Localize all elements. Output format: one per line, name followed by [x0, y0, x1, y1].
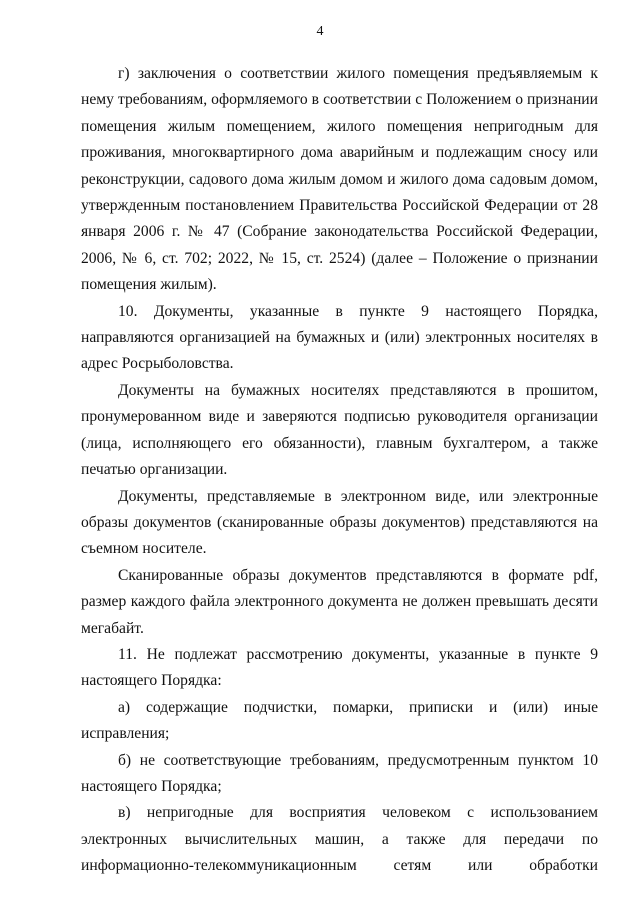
paragraph-paper-documents: Документы на бумажных носителях представляются в прошитом, пронумерованном виде и заверяются подписью руководителя организации (лица, исполняющего его обязанности), главным бухгалтером, а также печатью организации.	[81, 381, 598, 479]
paragraph-b-nonconforming: б) не соответствующие требованиям, предусмотренным пунктом 10 настоящего Порядка;	[81, 751, 598, 795]
paragraph-11-not-considered: 11. Не подлежат рассмотрению документы, указанные в пункте 9 настоящего Порядка:	[81, 645, 598, 690]
paragraph-v-unsuitable: в) непригодные для восприятия человеком с использованием электронных вычислительных машин, а также для передачи по информационно-телекоммуникационным сетям или обработки	[81, 804, 598, 875]
paragraph-g-conclusion: г) заключения о соответствии жилого помещения предъявляемым к нему требованиям, оформляемого в соответствии с Положением о признании помещения жилым помещением, жилого помещения непригодным для проживания, многоквартирного дома аварийным и подлежащим сносу или реконструкции, садового дома жилым домом и жилого дома садовым домом, утвержденным постановлением Правительства Российской Федерации от 28 января 2006 г. № 47 (Собрание законодательства Российской Федерации, 2006, № 6, ст. 702; 2022, № 15, ст. 2524) (далее – Положение о признании помещения жилым).	[81, 65, 598, 294]
paragraph-scanned-format: Сканированные образы документов представляются в формате pdf, размер каждого файла электронного документа не должен превышать десяти мегабайт.	[81, 566, 598, 637]
paragraph-a-corrections: а) содержащие подчистки, помарки, приписки и (или) иные исправления;	[81, 698, 598, 743]
paragraph-10-documents-sent: 10. Документы, указанные в пункте 9 настоящего Порядка, направляются организацией на бумажных и (или) электронных носителях в адрес Росрыболовства.	[81, 302, 598, 373]
page-number: 4	[316, 24, 324, 39]
paragraph-electronic-documents: Документы, представляемые в электронном виде, или электронные образы документов (сканированные образы документов) представляются на съемном носителе.	[81, 487, 598, 558]
document-body	[81, 61, 598, 880]
